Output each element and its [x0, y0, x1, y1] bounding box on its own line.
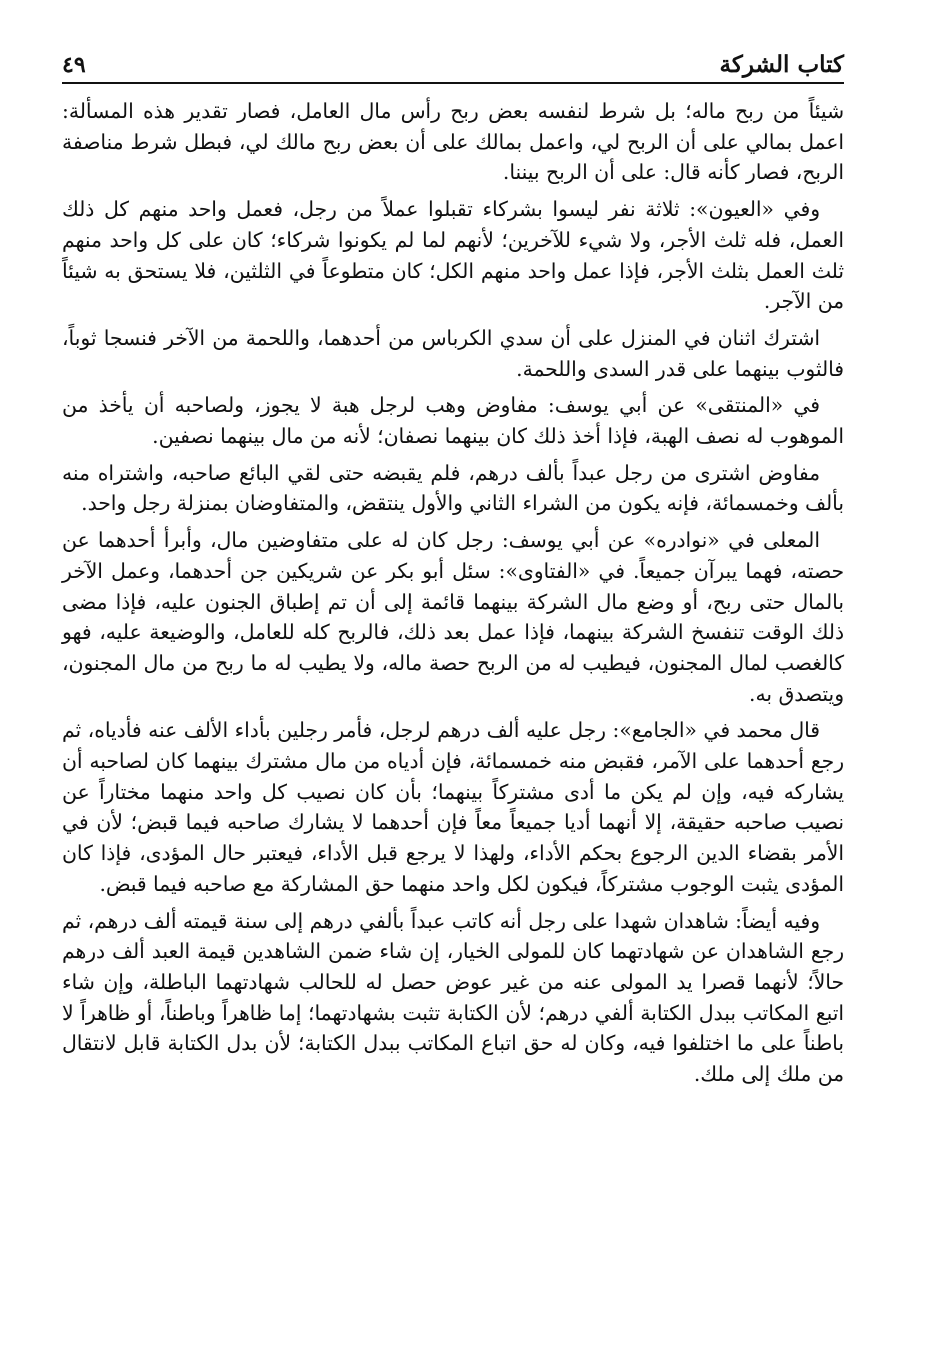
paragraph: مفاوض اشترى من رجل عبداً بألف درهم، فلم يقبضه حتى لقي البائع صاحبه، واشتراه منه بألف وخمسمائة، فإنه يكون من الشراء الثاني والأول ينتقض، والمتفاوضان بمنزلة رجل واحد. [62, 460, 844, 516]
page-number: ٤٩ [62, 52, 86, 78]
page-header [62, 38, 844, 84]
paragraph: قال محمد في «الجامع»: رجل عليه ألف درهم لرجل، فأمر رجلين بأداء الألف عنه فأدياه، ثم رجع أحدهما على الآمر، فقبض منه خمسمائة، فإن أدياه من مال مشترك بينهما كان لصاحبه أن يشاركه فيه، وإن لم يكن ما أدى مشتركاً بينهما؛ بأن كان نصيب كل واحد منهما مختاراً عن نصيب صاحبه حقيقة، إلا أنهما أديا جميعاً معاً فإن أحدهما لا يشارك صاحبه فيما قبض؛ لأن في الأمر بقضاء الدين الرجوع بحكم الأداء، ولهذا لا يرجع قبل الأداء، فيعتبر حال المؤدى، فإذا كان المؤدى يثبت الوجوب مشتركاً، فيكون لكل واحد منهما حق المشاركة مع صاحبه فيما قبض. [62, 718, 844, 896]
paragraph: المعلى في «نوادره» عن أبي يوسف: رجل كان له على متفاوضين مال، وأبرأ أحدهما عن حصته، فهما يبرآن جميعاً. في «الفتاوى»: سئل أبو بكر عن شريكين جن أحدهما، وعمل الآخر بالمال حتى ربح، أو وضع مال الشركة بينهما قائمة إلى أن تم إطباق الجنون عليه، فإذا مضى ذلك الوقت تنفسخ الشركة بينهما، فإذا عمل بعد ذلك، فالربح كله للعامل، والوضيعة عليه، فهو كالغصب لمال المجنون، فيطيب له من الربح حصة ماله، ولا يطيب له ما ربح من مال المجنون، ويتصدق به. [62, 528, 844, 706]
body-text [62, 96, 844, 1330]
paragraph: في «المنتقى» عن أبي يوسف: مفاوض وهب لرجل هبة لا يجوز، ولصاحبه أن يأخذ من الموهوب له نصف الهبة، فإذا أخذ ذلك كان بينهما نصفان؛ لأنه من مال بينهما نصفين. [62, 393, 844, 449]
paragraph: شيئاً من ربح ماله؛ بل شرط لنفسه بعض ربح رأس مال العامل، فصار تقدير هذه المسألة: اعمل بمالي على أن الربح لي، واعمل بمالك على أن بعض ربح مالك لي، فبطل شرط مناصفة الربح، فصار كأنه قال: على أن الربح بيننا. [62, 99, 844, 185]
running-title: كتاب الشركة [719, 51, 844, 78]
paragraph: اشترك اثنان في المنزل على أن سدي الكرباس من أحدهما، واللحمة من الآخر فنسجا ثوباً، فالثوب بينهما على قدر السدى واللحمة. [62, 325, 844, 381]
paragraph: وفي «العيون»: ثلاثة نفر ليسوا بشركاء تقبلوا عملاً من رجل، فعمل واحد منهم كل ذلك العمل، فله ثلث الأجر، ولا شيء للآخرين؛ لأنهم لما لم يكونوا شركاء؛ كان على كل واحد منهم ثلث العمل بثلث الأجر، فإذا عمل واحد منهم الكل؛ كان متطوعاً في الثلثين، فلا يستحق به شيئاً من الآجر. [62, 197, 844, 314]
paragraph: وفيه أيضاً: شاهدان شهدا على رجل أنه كاتب عبداً بألفي درهم إلى سنة قيمته ألف درهم، ثم رجع الشاهدان عن شهادتهما كان للمولى الخيار، إن شاء ضمن الشاهدين قيمة العبد ألف درهم حالاً؛ لأنهما قصرا يد المولى عنه من غير عوض حصل له للحالب شهادتهما الباطلة، وإن شاء اتبع المكاتب ببدل الكتابة ألفي درهم؛ لأن الكتابة تثبت بشهادتهما؛ إما ظاهراً وباطناً، أو ظاهراً لا باطناً على ما اختلفوا فيه، وكان له حق اتباع المكاتب ببدل الكتابة؛ لأن بدل الكتابة قابل لانتقال من ملك إلى ملك. [62, 908, 844, 1087]
